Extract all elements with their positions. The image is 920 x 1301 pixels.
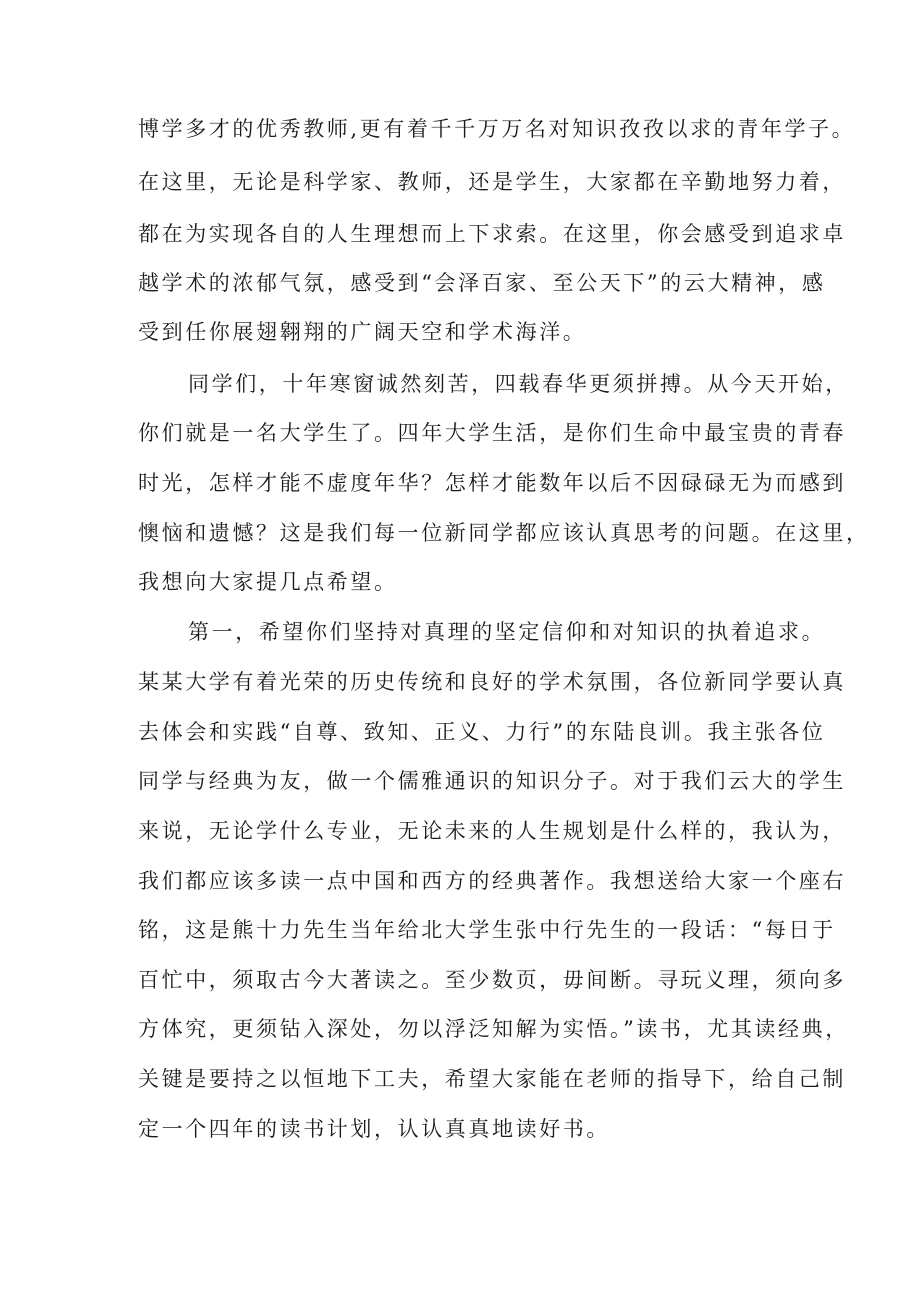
text-line: 我想向大家提几点希望。 [138,570,398,594]
text-line: 铭，这是熊十力先生当年给北大学生张中行先生的一段话：“每日于 [138,918,836,942]
text-line: 懊恼和遗憾？这是我们每一位新同学都应该认真思考的问题。在这里， [138,521,870,545]
text-line: 来说，无论学什么专业，无论未来的人生规划是什么样的，我认为， [138,819,846,843]
text-line: 博学多才的优秀教师,更有着千千万万名对知识孜孜以求的青年学子。 [138,117,856,141]
text-line: 我们都应该多读一点中国和西方的经典著作。我想送给大家一个座右 [138,869,846,893]
text-line: 越学术的浓郁气氛，感受到“会泽百家、至公天下”的云大精神，感 [138,271,826,295]
text-line: 百忙中，须取古今大著读之。至少数页，毋间断。寻玩义理，须向多 [138,968,846,992]
text-line: 都在为实现各自的人生理想而上下求索。在这里，你会感受到追求卓 [138,222,846,246]
text-line: 受到任你展翅翱翔的广阔天空和学术海洋。 [138,320,587,344]
text-line: 关键是要持之以恒地下工夫，希望大家能在老师的指导下，给自己制 [138,1067,846,1091]
text-line: 在这里，无论是科学家、教师，还是学生，大家都在辛勤地努力着， [138,170,846,194]
text-line: 同学们，十年寒窗诚然刻苦，四载春华更须拼搏。从今天开始， [188,372,849,396]
text-line: 你们就是一名大学生了。四年大学生活，是你们生命中最宝贵的青春 [138,421,846,445]
text-line: 去体会和实践“自尊、致知、正义、力行”的东陆良训。我主张各位 [138,720,826,744]
text-line: 第一，希望你们坚持对真理的坚定信仰和对知识的执着追求。 [188,620,826,644]
text-line: 方体究，更须钻入深处，勿以浮泛知解为实悟。”读书，尤其读经典， [138,1017,849,1041]
text-line: 某某大学有着光荣的历史传统和良好的学术氛围，各位新同学要认真 [138,670,846,694]
text-line: 同学与经典为友，做一个儒雅通识的知识分子。对于我们云大的学生 [138,769,846,793]
text-line: 时光，怎样才能不虚度年华？怎样才能数年以后不因碌碌无为而感到 [138,471,846,495]
text-line: 定一个四年的读书计划，认认真真地读好书。 [138,1117,610,1141]
